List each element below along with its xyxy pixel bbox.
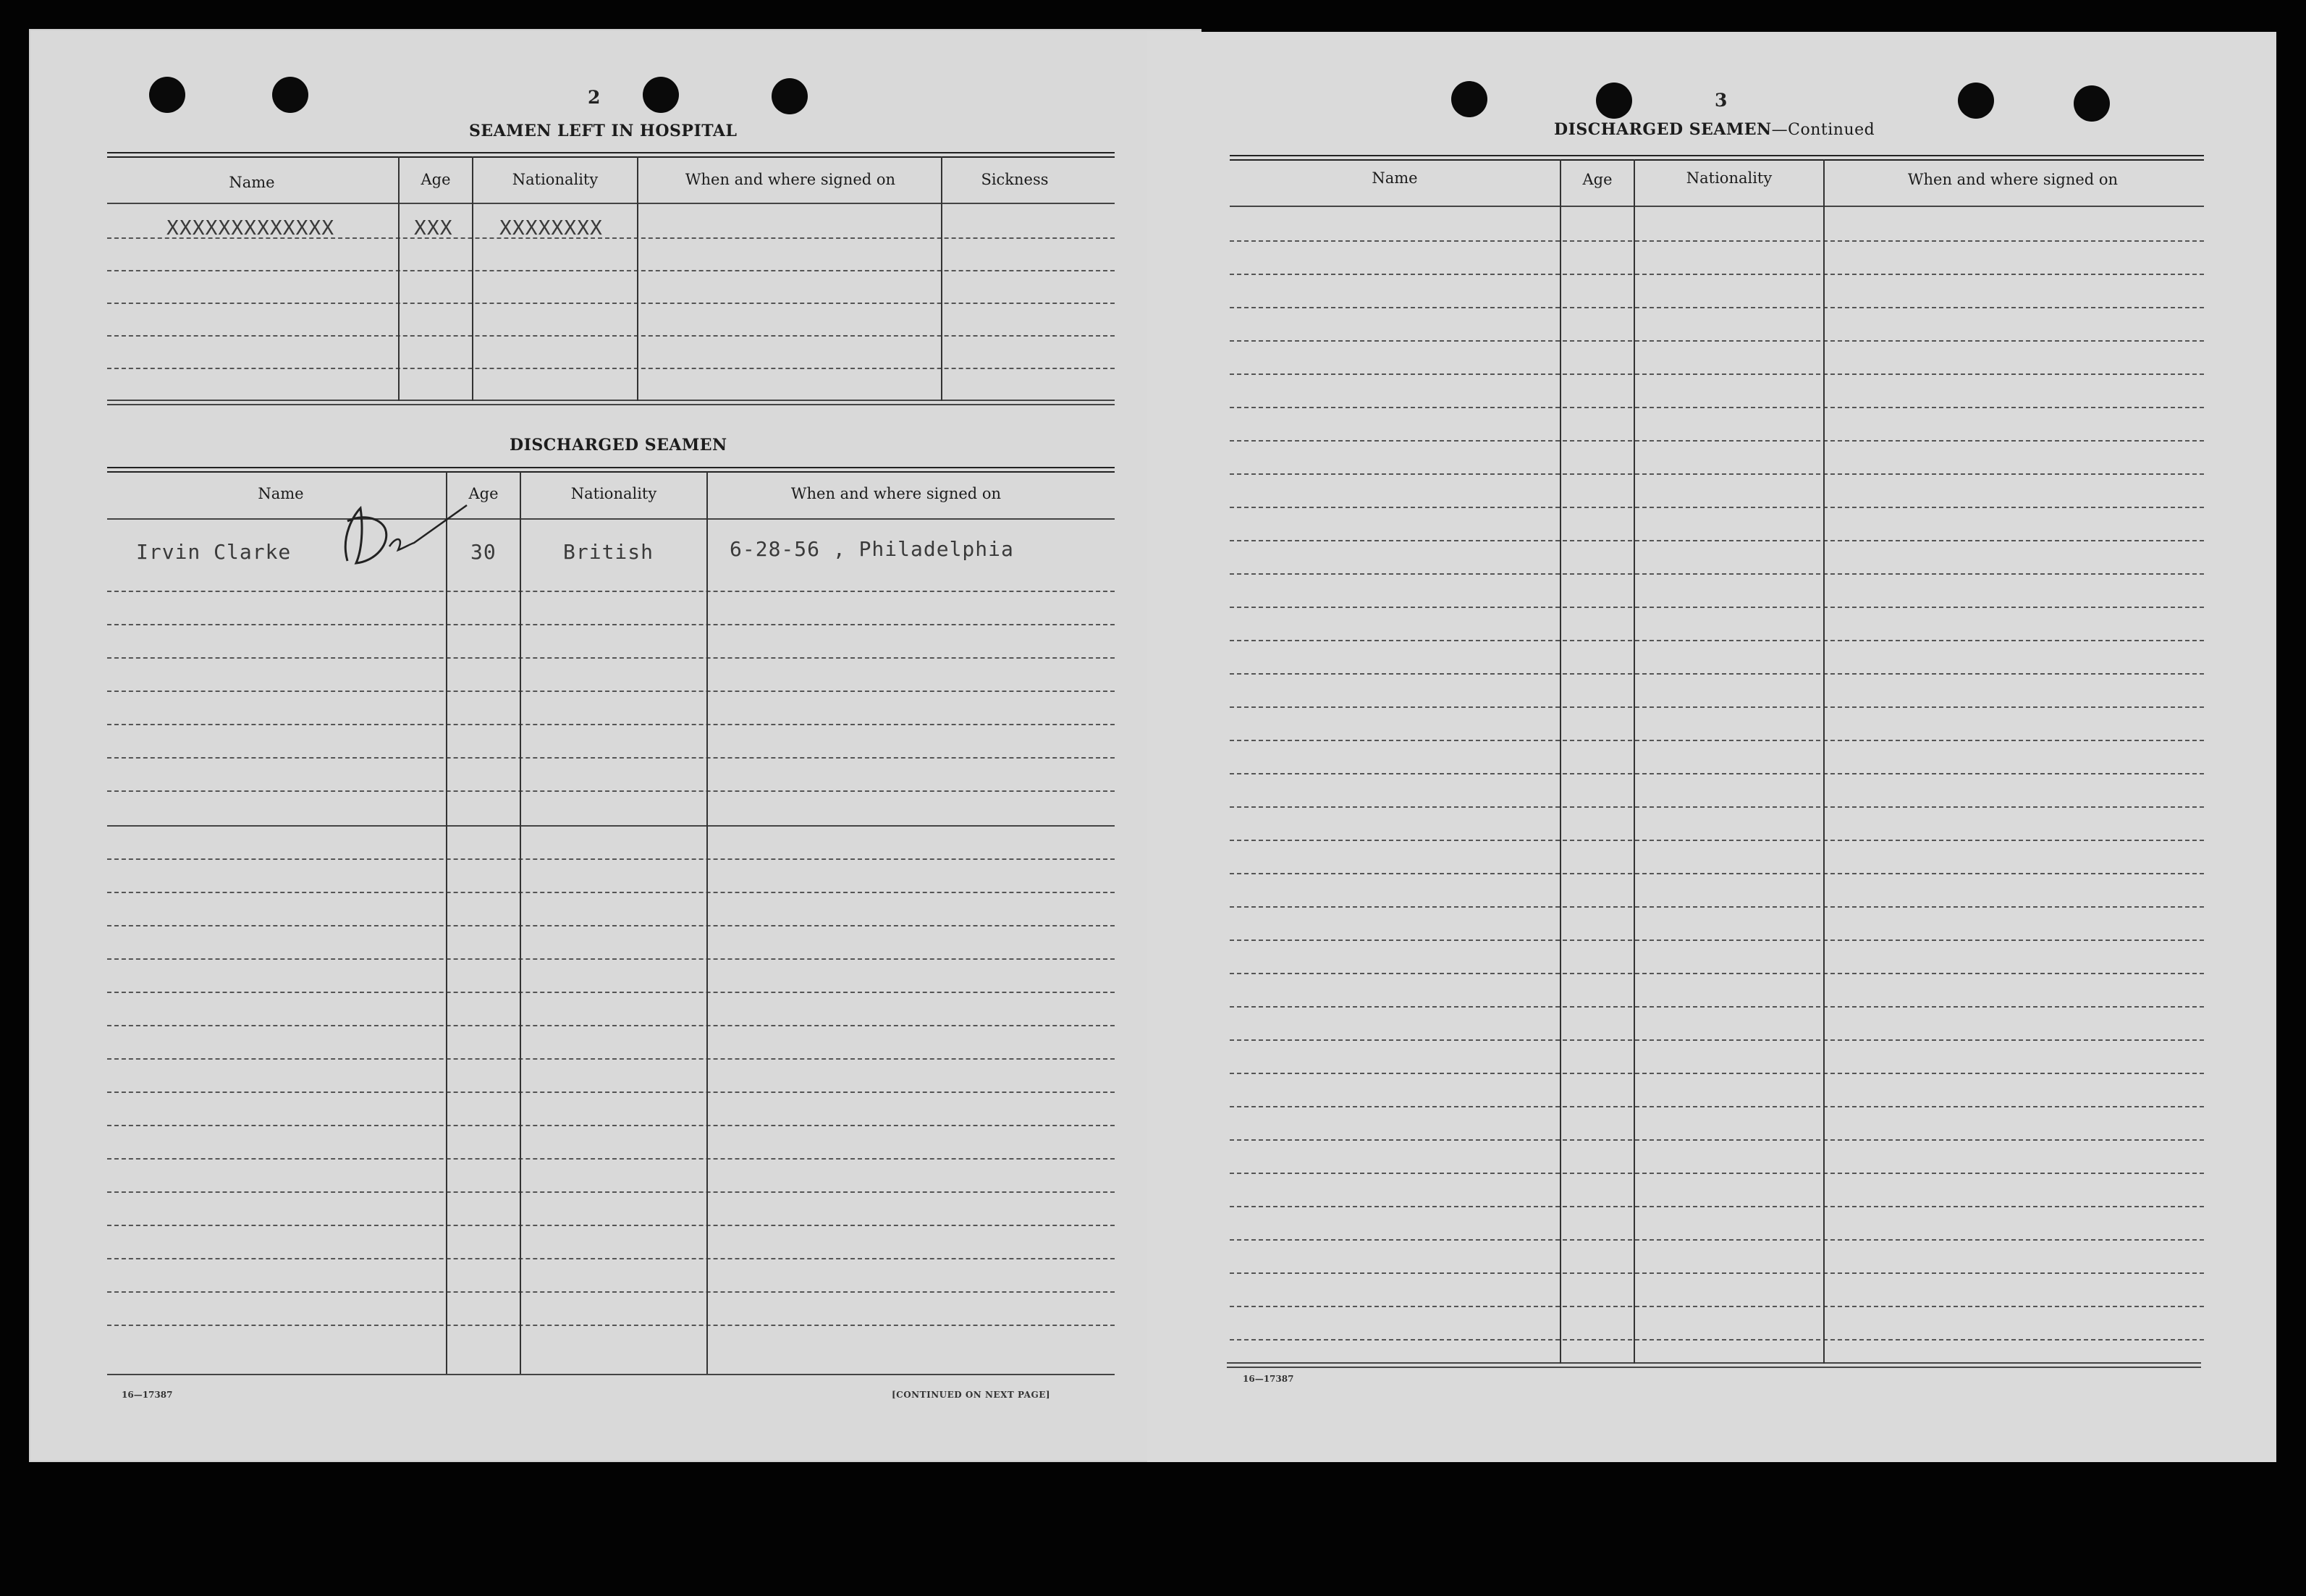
hospital-age-cell: XXX [414, 216, 453, 240]
col-sickness: Sickness [981, 171, 1049, 188]
title-main: DISCHARGED SEAMEN [1554, 120, 1772, 139]
continued-note: [CONTINUED ON NEXT PAGE] [892, 1390, 1051, 1400]
page-number: 2 [588, 87, 601, 108]
discharged-name-cell: Irvin Clarke [136, 540, 292, 564]
punch-hole [272, 77, 308, 113]
punch-hole [1451, 81, 1487, 117]
col-nationality: Nationality [570, 485, 657, 502]
punch-hole [1596, 83, 1632, 119]
col-age: Age [1582, 171, 1613, 188]
left-page [29, 29, 1201, 1462]
punch-hole [149, 77, 185, 113]
col-nationality: Nationality [512, 171, 599, 188]
col-signed-on: When and where signed on [685, 171, 896, 188]
hospital-name-cell: XXXXXXXXXXXXX [166, 216, 335, 240]
discharged-age-cell: 30 [470, 540, 497, 564]
col-signed-on: When and where signed on [1907, 171, 2119, 188]
discharged-section-title: DISCHARGED SEAMEN [510, 436, 727, 455]
col-name: Name [229, 174, 275, 191]
table-top-rule [107, 152, 1115, 158]
hospital-section-title: SEAMEN LEFT IN HOSPITAL [469, 122, 738, 140]
col-name: Name [1372, 169, 1418, 187]
col-age: Age [468, 485, 499, 502]
punch-hole [2074, 85, 2110, 122]
form-number: 16—17387 [1243, 1374, 1294, 1384]
punch-hole [1958, 83, 1994, 119]
title-suffix: —Continued [1771, 121, 1875, 139]
col-age: Age [421, 171, 451, 188]
col-signed-on: When and where signed on [790, 485, 1002, 502]
table-top-rule [107, 467, 1115, 473]
right-page [1147, 32, 2276, 1462]
table-top-rule [1230, 155, 2204, 161]
discharged-signed-on-cell: 6-28-56 , Philadelphia [730, 537, 1014, 561]
col-nationality: Nationality [1686, 169, 1773, 187]
page-number: 3 [1715, 90, 1728, 111]
hospital-nationality-cell: XXXXXXXX [499, 216, 603, 240]
handwritten-mark [318, 492, 478, 579]
col-name: Name [258, 485, 304, 502]
punch-hole [643, 77, 679, 113]
form-number: 16—17387 [122, 1390, 173, 1400]
discharged-nationality-cell: British [563, 540, 654, 564]
discharged-continued-title [1554, 120, 1875, 139]
punch-hole [772, 78, 808, 114]
